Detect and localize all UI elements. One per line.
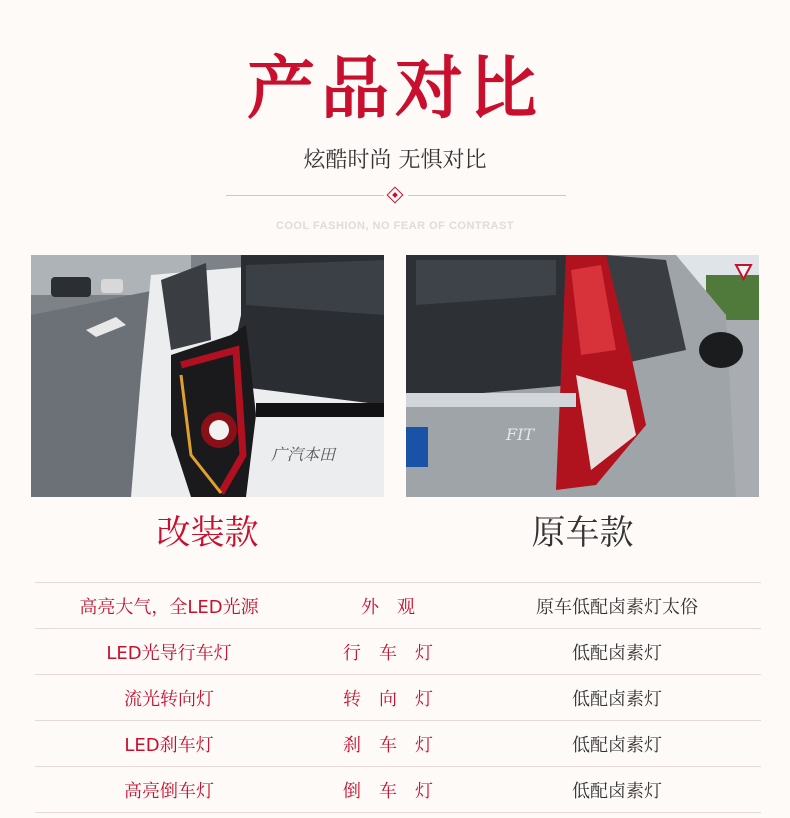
diamond-ornament-icon bbox=[387, 187, 404, 204]
table-row bbox=[35, 583, 761, 629]
feature-cell: 刹 车 灯 bbox=[343, 734, 433, 756]
modified-cell: 高亮大气，全LED光源 bbox=[79, 596, 259, 618]
modified-cell: LED光导行车灯 bbox=[106, 642, 232, 664]
feature-cell: 倒 车 灯 bbox=[343, 780, 433, 802]
original-badge-text: FIT bbox=[506, 425, 535, 444]
original-cell: 低配卤素灯 bbox=[572, 642, 662, 664]
original-label: 原车款 bbox=[531, 513, 634, 553]
modified-cell: LED刹车灯 bbox=[124, 734, 214, 756]
divider-right bbox=[408, 195, 566, 196]
table-row bbox=[35, 629, 761, 675]
original-cell: 低配卤素灯 bbox=[572, 780, 662, 802]
original-taillight-photo bbox=[406, 255, 759, 497]
comparison-table bbox=[35, 582, 761, 813]
english-subtitle: COOL FASHION, NO FEAR OF CONTRAST bbox=[275, 220, 515, 232]
divider-left bbox=[226, 195, 384, 196]
modified-cell: 高亮倒车灯 bbox=[124, 780, 214, 802]
original-cell: 低配卤素灯 bbox=[572, 734, 662, 756]
page-subtitle: 炫酷时尚 无惧对比 bbox=[303, 148, 487, 173]
modified-taillight-photo bbox=[31, 255, 384, 497]
table-row bbox=[35, 767, 761, 813]
table-row bbox=[35, 721, 761, 767]
table-row bbox=[35, 675, 761, 721]
feature-cell: 外 观 bbox=[361, 596, 415, 618]
feature-cell: 转 向 灯 bbox=[343, 688, 433, 710]
feature-cell: 行 车 灯 bbox=[343, 642, 433, 664]
modified-label: 改装款 bbox=[156, 513, 259, 553]
original-cell: 低配卤素灯 bbox=[572, 688, 662, 710]
modified-cell: 流光转向灯 bbox=[124, 688, 214, 710]
page-title: 产品对比 bbox=[246, 50, 543, 129]
modified-badge-text: 广汽本田 bbox=[271, 445, 336, 464]
original-cell: 原车低配卤素灯太俗 bbox=[536, 596, 698, 618]
